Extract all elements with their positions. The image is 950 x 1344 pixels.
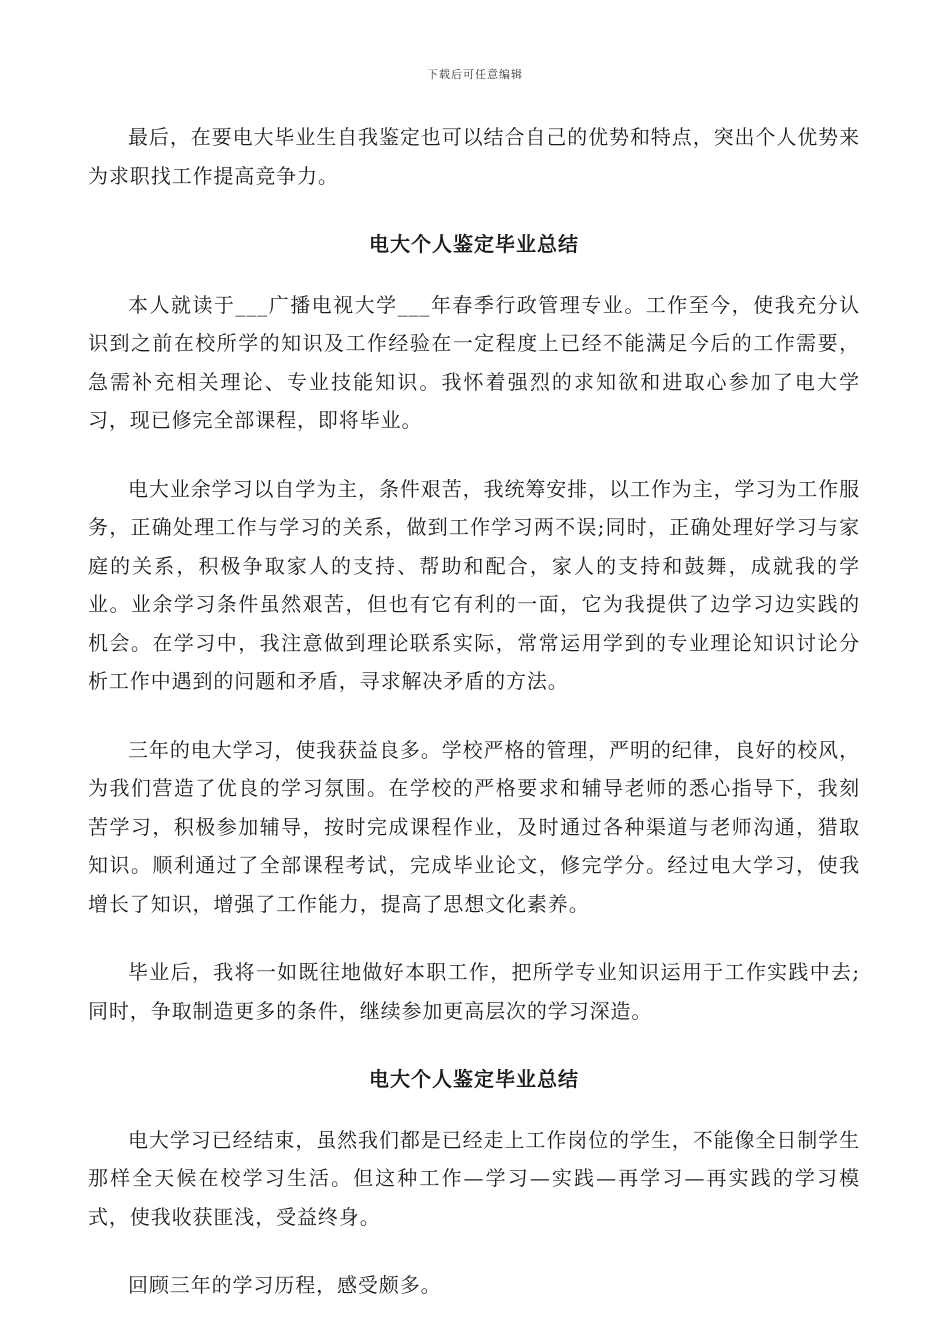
- paragraph: 本人就读于___广播电视大学___年春季行政管理专业。工作至今，使我充分认识到之前在校所学的知识及工作经验在一定程度上已经不能满足今后的工作需要，急需补充相关理论、专业技能知识。我怀着强烈的求知欲和进取心参加了电大学习，现已修完全部课程，即将毕业。: [88, 292, 860, 432]
- paragraph: 回顾三年的学习历程，感受颇多。: [128, 1273, 442, 1297]
- paragraph: 三年的电大学习，使我获益良多。学校严格的管理，严明的纪律，良好的校风，为我们营造了优良的学习氛围。在学校的严格要求和辅导老师的悉心指导下，我刻苦学习，积极参加辅导，按时完成课程作业，及时通过各种渠道与老师沟通，猎取知识。顺利通过了全部课程考试，完成毕业论文，修完学分。经过电大学习，使我增长了知识，增强了工作能力，提高了思想文化素养。: [88, 737, 860, 916]
- paragraph: 电大业余学习以自学为主，条件艰苦，我统筹安排，以工作为主，学习为工作服务，正确处理工作与学习的关系，做到工作学习两不误;同时，正确处理好学习与家庭的关系，积极争取家人的支持、帮助和配合，家人的支持和鼓舞，成就我的学业。业余学习条件虽然艰苦，但也有它有利的一面，它为我提供了边学习边实践的机会。在学习中，我注意做到理论联系实际，常常运用学到的专业理论知识讨论分析工作中遇到的问题和矛盾，寻求解决矛盾的方法。: [88, 476, 860, 693]
- document-body: [88, 118, 860, 1305]
- paragraph: 最后，在要电大毕业生自我鉴定也可以结合自己的优势和特点，突出个人优势来为求职找工作提高竞争力。: [88, 125, 860, 188]
- paragraph: 毕业后，我将一如既往地做好本职工作，把所学专业知识运用于工作实践中去;同时，争取制造更多的条件，继续参加更高层次的学习深造。: [88, 960, 860, 1023]
- section-title: 电大个人鉴定毕业总结: [369, 1067, 579, 1091]
- paragraph: 电大学习已经结束，虽然我们都是已经走上工作岗位的学生，不能像全日制学生那样全天候在校学习生活。但这种工作—学习—实践—再学习—再实践的学习模式，使我收获匪浅，受益终身。: [88, 1127, 860, 1229]
- section-title: 电大个人鉴定毕业总结: [369, 232, 579, 256]
- page-header: 下载后可任意编辑: [427, 68, 523, 81]
